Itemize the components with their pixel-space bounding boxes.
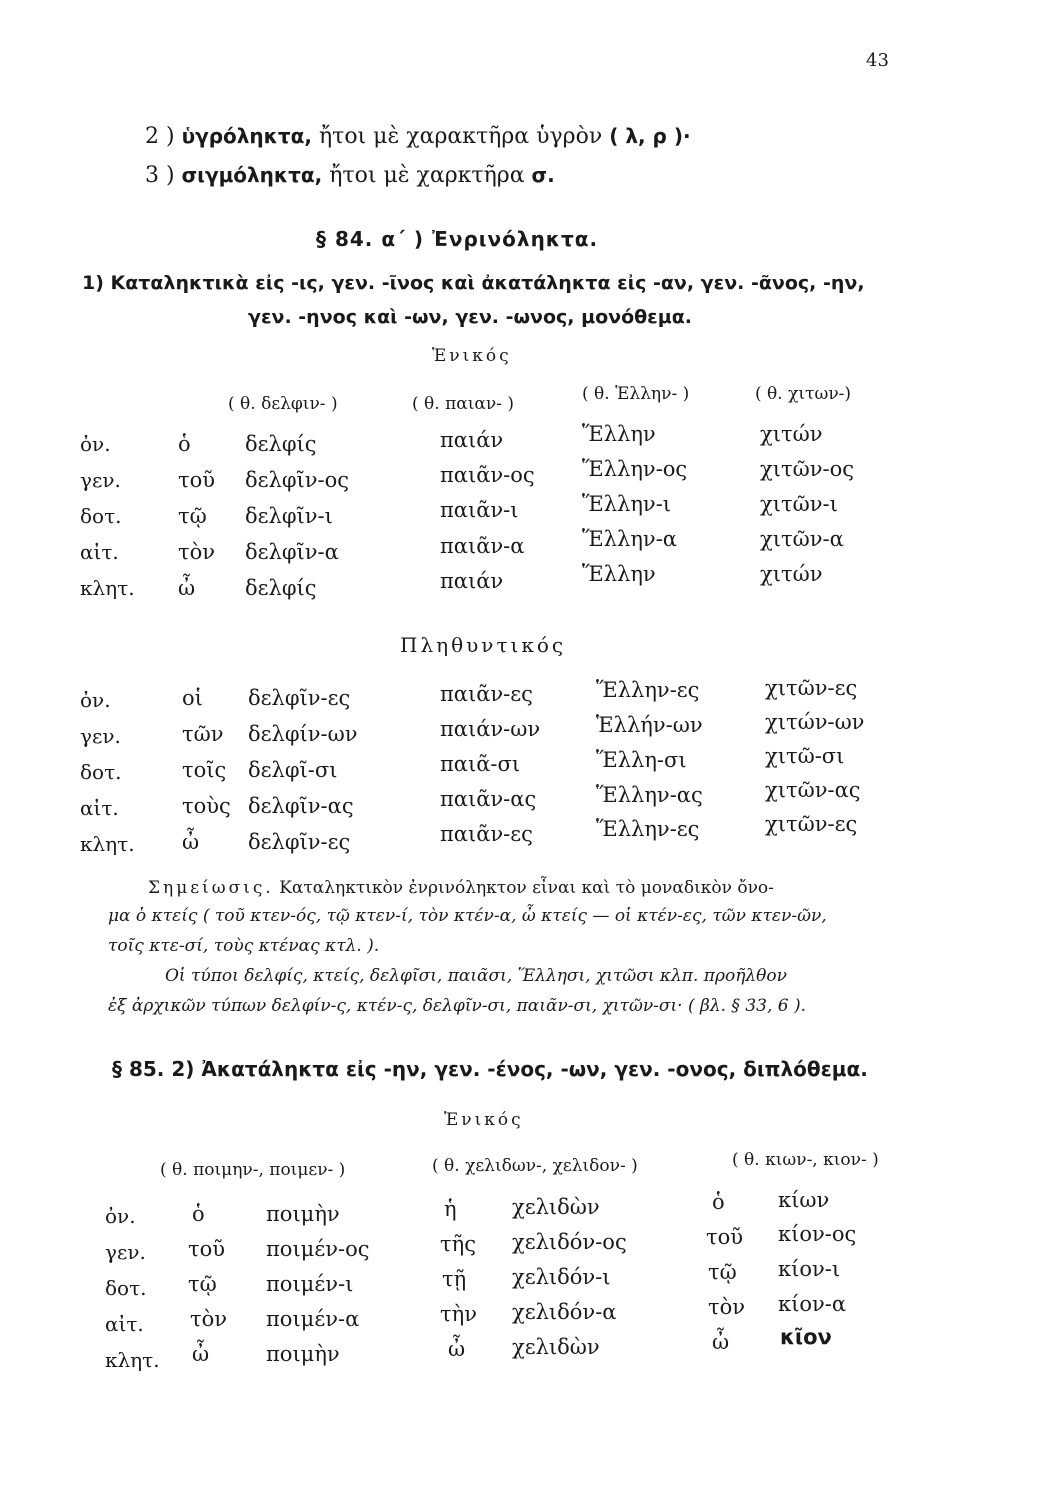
form-cell: παιάν-ων xyxy=(440,717,541,741)
plural-label: Πληθυντικός xyxy=(400,633,567,657)
form-cell: κίον-ι xyxy=(778,1257,841,1281)
intro-term: σιγμόληκτα, xyxy=(181,163,323,187)
intro-text: ἤτοι μὲ χαρακτῆρα ὑγρὸν xyxy=(311,124,610,149)
article: ὦ xyxy=(448,1337,466,1361)
stem-ellin: ( θ. Ἑλλην- ) xyxy=(582,384,690,404)
form-cell: Ἕλλην-ος xyxy=(582,457,688,481)
case-label: κλητ. xyxy=(80,832,135,856)
case-label: ὀν. xyxy=(80,688,111,712)
article: τῷ xyxy=(188,1272,217,1296)
form-cell: παιάν xyxy=(440,428,504,452)
stem-paian: ( θ. παιαν- ) xyxy=(412,394,514,414)
case-label: αἰτ. xyxy=(80,796,119,820)
form-cell: χιτών xyxy=(760,562,823,586)
form-cell: ποιμὴν xyxy=(266,1342,340,1366)
intro-prefix: 3 ) xyxy=(145,163,182,188)
form-cell: παιᾶν-ος xyxy=(440,463,535,487)
article: τῶν xyxy=(182,722,224,746)
article: τὴν xyxy=(440,1302,477,1326)
form-cell: δελφίς xyxy=(245,576,317,600)
form-cell: δελφίν-ων xyxy=(248,722,358,746)
form-cell: δελφῖν-ας xyxy=(248,794,354,818)
form-cell: δελφῖν-ες xyxy=(248,830,351,854)
form-cell: δελφῖν-ι xyxy=(245,504,333,528)
form-cell: Ἕλλην-α xyxy=(582,527,677,551)
article: ὁ xyxy=(192,1202,205,1226)
form-cell: χιτῶν-ες xyxy=(765,676,858,700)
form-cell: ποιμέν-ος xyxy=(266,1237,370,1261)
case-label: ὀν. xyxy=(80,432,111,456)
form-cell: κῖον xyxy=(780,1325,832,1349)
article: ὦ xyxy=(178,576,196,600)
case-label: κλητ. xyxy=(105,1348,160,1372)
article: τῇ xyxy=(442,1267,467,1291)
form-cell: χιτῶν-ες xyxy=(765,812,858,836)
intro-line-2 xyxy=(145,124,691,149)
stem-chiton: ( θ. χιτων-) xyxy=(755,384,852,404)
form-cell: δελφίς xyxy=(245,432,317,456)
form-cell: Ἕλλην-ας xyxy=(596,783,703,807)
article: τοῖς xyxy=(182,758,227,782)
form-cell: χελιδόν-ος xyxy=(512,1230,627,1254)
intro-term-extra: σ. xyxy=(531,163,555,187)
stem-poimin: ( θ. ποιμην-, ποιμεν- ) xyxy=(160,1160,346,1180)
intro-term-extra: ( λ, ρ )· xyxy=(609,124,691,148)
form-cell: παιᾶ-σι xyxy=(440,752,521,776)
case-label: δοτ. xyxy=(105,1276,147,1300)
article: τὸν xyxy=(178,540,216,564)
case-label: γεν. xyxy=(80,724,121,748)
form-cell: χιτῶ-σι xyxy=(765,744,845,768)
article: τοῦ xyxy=(188,1237,226,1261)
section-84-subheading-line2: γεν. -ηνος καὶ -ων, γεν. -ωνος, μονόθεμα. xyxy=(248,306,693,328)
form-cell: χιτῶν-ος xyxy=(760,457,854,481)
form-cell: παιᾶν-ι xyxy=(440,498,519,522)
form-cell: χελιδὼν xyxy=(512,1335,600,1359)
form-cell: δελφῖ-σι xyxy=(248,758,338,782)
form-cell: παιᾶν-α xyxy=(440,534,525,558)
form-cell: ποιμέν-α xyxy=(266,1307,360,1331)
article: ὦ xyxy=(192,1342,210,1366)
singular-label: Ἑνικός xyxy=(432,346,512,366)
form-cell: κίον-α xyxy=(778,1292,847,1316)
form-cell: χιτῶν-ας xyxy=(765,778,861,802)
case-label: δοτ. xyxy=(80,504,122,528)
intro-term: ὑγρόληκτα, xyxy=(181,124,312,148)
section-85-heading: § 85. 2) Ἀκατάληκτα εἰς -ην, γεν. -ένος, -ων, γεν. -ονος, διπλόθεμα. xyxy=(112,1057,868,1081)
article: τὸν xyxy=(190,1307,228,1331)
form-cell: δελφῖν-ες xyxy=(248,686,351,710)
form-cell: χελιδόν-ι xyxy=(512,1265,611,1289)
form-cell: χιτῶν-α xyxy=(760,527,844,551)
article: τῷ xyxy=(178,504,207,528)
form-cell: ποιμέν-ι xyxy=(266,1272,354,1296)
case-label: γεν. xyxy=(80,468,121,492)
article: τὸν xyxy=(708,1295,746,1319)
section-84-heading: § 84. α΄ ) Ἐνρινόληκτα. xyxy=(316,227,599,251)
form-cell: κίον-ος xyxy=(778,1222,857,1246)
form-cell: Ἕλλην-ι xyxy=(582,492,672,516)
article: ἡ xyxy=(444,1197,457,1221)
case-label: αἰτ. xyxy=(80,540,119,564)
page-number: 43 xyxy=(866,50,889,71)
note-line-1 xyxy=(148,878,774,898)
note-line-3: τοῖς κτε-σί, τοὺς κτένας κτλ. ). xyxy=(108,936,380,956)
form-cell: Ἑλλήν-ων xyxy=(596,713,703,737)
note-line-5: ἐξ ἀρχικῶν τύπων δελφίν-ς, κτέν-ς, δελφῖν-σι, παιᾶν-σι, χιτῶν-σι· ( βλ. § 33, 6 ). xyxy=(108,996,807,1016)
note-line-2: μα ὁ κτείς ( τοῦ κτεν-ός, τῷ κτεν-ί, τὸν κτέν-α, ὦ κτείς — οἱ κτέν-ες, τῶν κτεν-ῶν, xyxy=(108,906,827,926)
form-cell: ποιμὴν xyxy=(266,1202,340,1226)
case-label: ὀν. xyxy=(105,1204,136,1228)
section-84-subheading-line1: 1) Καταληκτικὰ εἰς -ις, γεν. -ῖνος καὶ ἀκατάληκτα εἰς -αν, γεν. -ᾶνος, -ην, xyxy=(82,272,865,294)
case-label: αἰτ. xyxy=(105,1312,144,1336)
form-cell: χελιδὼν xyxy=(512,1195,600,1219)
form-cell: χιτῶν-ι xyxy=(760,492,838,516)
article: ὦ xyxy=(182,830,200,854)
form-cell: παιάν xyxy=(440,569,504,593)
form-cell: δελφῖν-ος xyxy=(245,468,350,492)
form-cell: παιᾶν-ες xyxy=(440,682,533,706)
intro-line-3 xyxy=(145,163,555,188)
form-cell: Ἕλλην xyxy=(582,562,656,586)
form-cell: παιᾶν-ας xyxy=(440,787,537,811)
case-label: κλητ. xyxy=(80,576,135,600)
form-cell: Ἕλλην-ες xyxy=(596,678,700,702)
article: ὦ xyxy=(712,1330,730,1354)
stem-chelidon: ( θ. χελιδων-, χελιδον- ) xyxy=(432,1156,638,1176)
article: τῆς xyxy=(440,1232,476,1256)
note-text: Καταληκτικὸν ἐνρινόληκτον εἶναι καὶ τὸ μοναδικὸν ὄνο- xyxy=(273,878,774,898)
article: οἱ xyxy=(182,686,203,710)
stem-kion: ( θ. κιων-, κιον- ) xyxy=(732,1150,879,1170)
article: τοὺς xyxy=(182,794,231,818)
note-label: Σημείωσις. xyxy=(148,878,274,898)
form-cell: Ἕλλη-σι xyxy=(596,748,687,772)
article: τοῦ xyxy=(178,468,216,492)
form-cell: χιτών-ων xyxy=(765,710,865,734)
case-label: γεν. xyxy=(105,1240,146,1264)
article: τοῦ xyxy=(706,1225,744,1249)
intro-text: ἤτοι μὲ χαρκτῆρα xyxy=(322,163,532,188)
form-cell: Ἕλλην-ες xyxy=(596,817,700,841)
article: ὁ xyxy=(712,1190,725,1214)
stem-delfin: ( θ. δελφιν- ) xyxy=(228,394,338,414)
case-label: δοτ. xyxy=(80,760,122,784)
article: τῷ xyxy=(708,1260,737,1284)
form-cell: παιᾶν-ες xyxy=(440,822,533,846)
form-cell: δελφῖν-α xyxy=(245,540,339,564)
form-cell: Ἕλλην xyxy=(582,422,656,446)
form-cell: χιτών xyxy=(760,422,823,446)
intro-prefix: 2 ) xyxy=(145,124,182,149)
note-line-4: Οἱ τύποι δελφίς, κτείς, δελφῖσι, παιᾶσι, Ἕλλησι, χιτῶσι κλπ. προῆλθον xyxy=(165,966,787,986)
form-cell: χελιδόν-α xyxy=(512,1300,617,1324)
form-cell: κίων xyxy=(778,1188,830,1212)
article: ὁ xyxy=(178,432,191,456)
singular-label: Ἑνικός xyxy=(444,1110,524,1130)
